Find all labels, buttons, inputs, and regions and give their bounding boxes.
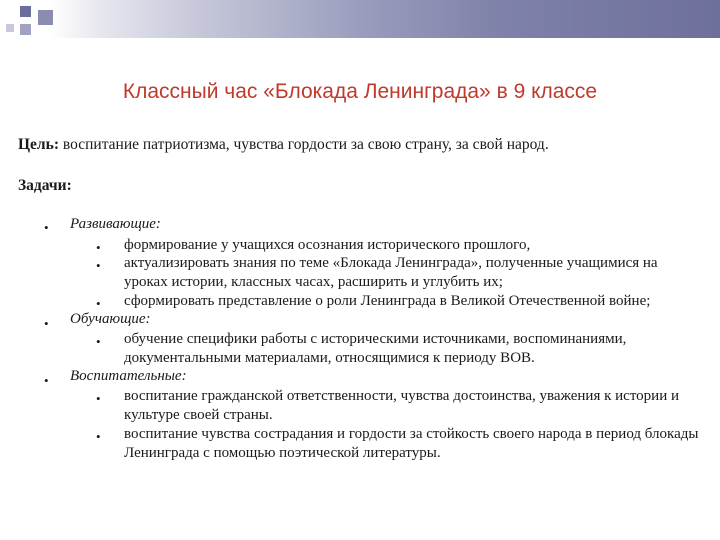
list-item: формирование у учащихся осознания исторического прошлого, bbox=[124, 237, 531, 253]
goal-label: Цель: bbox=[18, 136, 59, 153]
goal-paragraph bbox=[18, 135, 708, 155]
category-label: Воспитательные: bbox=[70, 368, 187, 384]
list-item: воспитание чувства сострадания и гордости за стойкость своего народа в период блокады Ленинграда с помощью поэтической литературы. bbox=[124, 426, 699, 461]
bullet-dot: • bbox=[96, 258, 101, 273]
goal-text: воспитание патриотизма, чувства гордости за свою страну, за свой народ. bbox=[59, 136, 549, 153]
list-item: обучение специфики работы с историческими источниками, воспоминаниями, документальными материалами, относящимися к периоду ВОВ. bbox=[124, 331, 627, 366]
bullet-dot: • bbox=[44, 316, 49, 331]
category-label: Развивающие: bbox=[70, 216, 161, 232]
decor-square bbox=[38, 10, 53, 25]
list-item: актуализировать знания по теме «Блокада Ленинграда», полученные учащимися на уроках истории, классных часах, расширить и углубить их; bbox=[124, 255, 658, 290]
header-band bbox=[0, 0, 720, 38]
bullet-dot: • bbox=[96, 429, 101, 444]
decor-square bbox=[6, 24, 14, 32]
slide-title: Классный час «Блокада Ленинграда» в 9 классе bbox=[122, 80, 598, 103]
bullet-dot: • bbox=[96, 240, 101, 255]
bullet-dot: • bbox=[44, 373, 49, 388]
bullet-dot: • bbox=[44, 220, 49, 235]
decor-square bbox=[20, 6, 31, 17]
bullet-dot: • bbox=[96, 296, 101, 311]
tasks-heading: Задачи: bbox=[18, 177, 72, 194]
category-label: Обучающие: bbox=[70, 311, 151, 327]
bullet-dot: • bbox=[96, 391, 101, 406]
list-item: воспитание гражданской ответственности, чувства достоинства, уважения к истории и культуре своей страны. bbox=[124, 388, 680, 423]
list-item: сформировать представление о роли Ленинграда в Великой Отечественной войне; bbox=[124, 293, 651, 309]
decor-square bbox=[20, 24, 31, 35]
bullet-dot: • bbox=[96, 334, 101, 349]
